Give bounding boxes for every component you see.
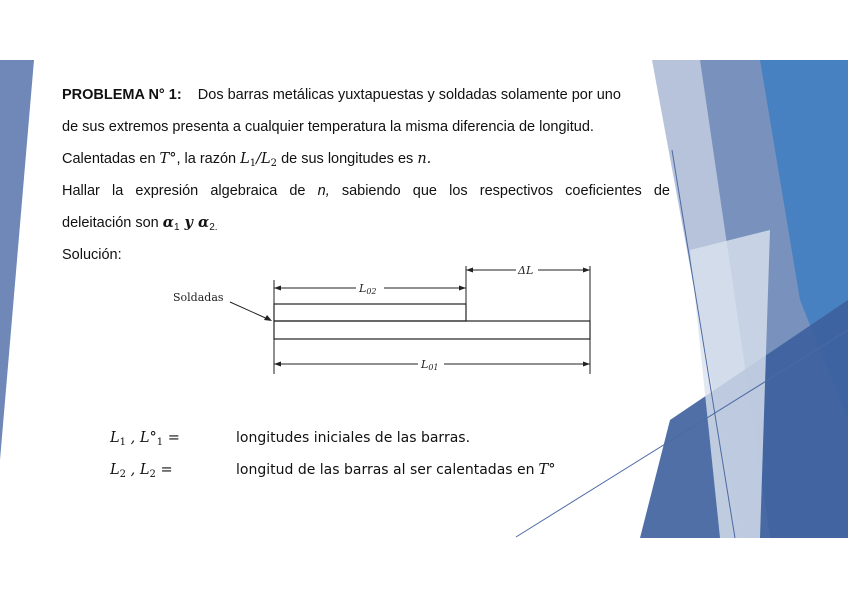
problem-line-1-text: Dos barras metálicas yuxtapuestas y soldadas solamente por uno: [197, 87, 621, 103]
problem-line-3: [62, 150, 431, 173]
alpha-2: y α: [179, 214, 210, 231]
ratio-L1: L: [240, 151, 250, 167]
bars-diagram: [160, 258, 600, 378]
line5-text: deleitación son: [62, 215, 163, 231]
problem-line-5: [62, 214, 218, 237]
bar-short: [274, 304, 466, 321]
legend-symbols-1: $L_1$ , $L^\circ_1$ =: [110, 430, 180, 448]
problem-line-1: [62, 86, 621, 104]
label-soldadas: Soldadas: [173, 291, 224, 304]
ratio-sub-1: 1: [249, 158, 257, 169]
n-symbol: n.: [417, 151, 432, 167]
line3-text-c: de sus longitudes es: [277, 151, 418, 167]
label-L02: L02: [359, 282, 377, 296]
alpha-sub-1: 1: [173, 222, 180, 233]
alpha-sub-2: 2.: [209, 222, 218, 233]
line3-text-b: , la razón: [176, 151, 241, 167]
ratio-sub-2: 2: [270, 158, 278, 169]
legend-text-1: longitudes iniciales de las barras.: [236, 430, 471, 446]
solution-label: Solución:: [62, 247, 122, 263]
ratio-L2: /L: [256, 151, 271, 167]
line4-text-a: Hallar la expresión algebraica de: [62, 183, 318, 199]
alpha-1: α: [162, 214, 174, 231]
legend-row-2: [110, 462, 555, 480]
problem-line-2: de sus extremos presenta a cualquier temperatura la misma diferencia de longitud.: [62, 119, 594, 135]
line4-text-b: sabiendo que los respectivos coeficientes de: [329, 183, 670, 199]
legend-symbols-2: $L_2$ , $L_2$ =: [110, 462, 173, 480]
line4-n: n,: [317, 183, 330, 199]
line3-text-a: Calentadas en: [62, 151, 160, 167]
legend-text-2: longitud de las barras al ser calentadas en: [236, 462, 535, 478]
problem-heading: PROBLEMA N° 1:: [62, 87, 182, 103]
legend-row-1: [110, 430, 470, 448]
left-accent-shape: [0, 60, 34, 460]
problem-line-4: [62, 182, 670, 200]
temperature-symbol: T°: [159, 151, 177, 167]
label-deltaL: ΔL: [518, 264, 534, 277]
bar-long: [274, 321, 590, 339]
ratio-expression: [240, 151, 277, 167]
label-L01: L01: [421, 358, 439, 372]
legend-temperature: T°: [538, 462, 556, 478]
